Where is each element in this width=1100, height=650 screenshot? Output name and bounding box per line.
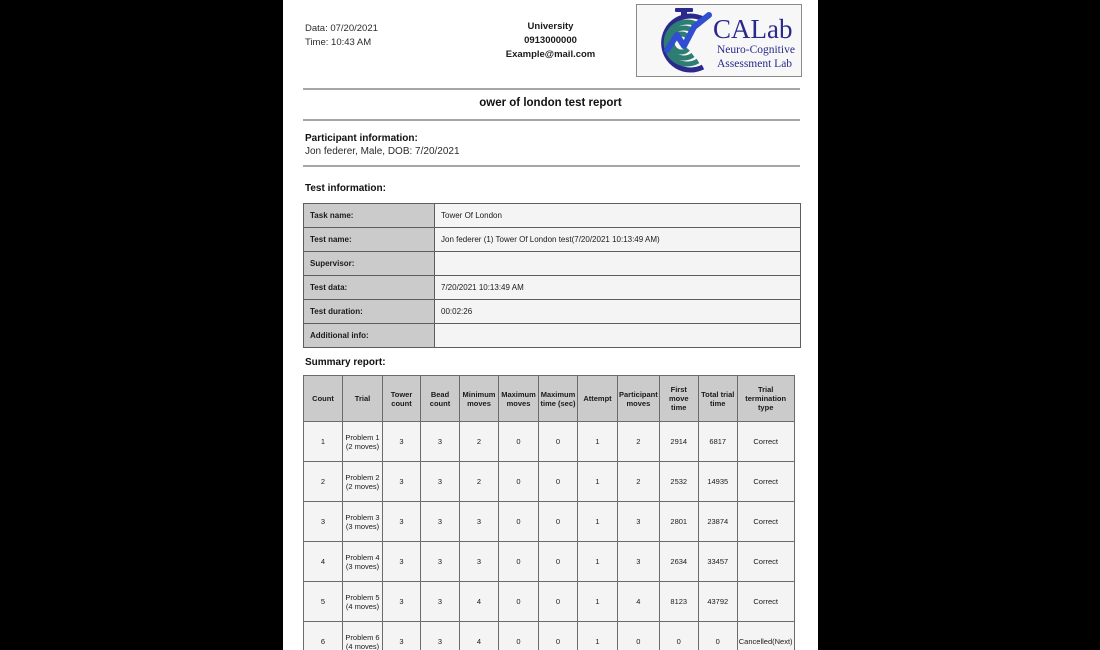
column-header-maximum-time: Maximum time (sec) xyxy=(539,376,578,422)
logo-subtitle-line1: Neuro-Cognitive xyxy=(717,44,795,56)
cell-maximum-time: 0 xyxy=(539,502,578,542)
report-date: Data: 07/20/2021 xyxy=(305,23,378,34)
cell-participant-moves: 4 xyxy=(618,582,660,622)
cell-maximum-time: 0 xyxy=(539,582,578,622)
cell-count: 2 xyxy=(304,462,343,502)
cell-total-trial-time: 33457 xyxy=(698,542,737,582)
cell-tower-count: 3 xyxy=(383,542,421,582)
table-row xyxy=(304,422,795,462)
column-header-count: Count xyxy=(304,376,343,422)
cell-trial: Problem 3 (3 moves) xyxy=(343,502,383,542)
cell-total-trial-time: 14935 xyxy=(698,462,737,502)
test-info-value: Jon federer (1) Tower Of London test(7/20/2021 10:13:49 AM) xyxy=(435,228,801,252)
column-header-total-trial-time: Total trial time xyxy=(698,376,737,422)
cell-total-trial-time: 43792 xyxy=(698,582,737,622)
test-info-label: Test name: xyxy=(304,228,435,252)
cell-trial-termination-type: Correct xyxy=(737,422,794,462)
cell-first-move-time: 2801 xyxy=(659,502,698,542)
calab-logo-svg xyxy=(637,5,801,76)
table-row xyxy=(304,582,795,622)
cell-count: 1 xyxy=(304,422,343,462)
summary-report-label: Summary report: xyxy=(305,357,386,368)
cell-participant-moves: 2 xyxy=(618,462,660,502)
column-header-bead-count: Bead count xyxy=(421,376,460,422)
participant-details: Jon federer, Male, DOB: 7/20/2021 xyxy=(305,146,460,157)
table-row xyxy=(304,228,801,252)
column-header-tower-count: Tower count xyxy=(383,376,421,422)
summary-report-table xyxy=(303,375,795,650)
cell-tower-count: 3 xyxy=(383,422,421,462)
logo-subtitle-line2: Assessment Lab xyxy=(717,58,793,70)
cell-minimum-moves: 3 xyxy=(460,502,499,542)
cell-count: 3 xyxy=(304,502,343,542)
test-info-value: Tower Of London xyxy=(435,204,801,228)
cell-trial-termination-type: Correct xyxy=(737,462,794,502)
cell-bead-count: 3 xyxy=(421,582,460,622)
cell-count: 4 xyxy=(304,542,343,582)
cell-attempt: 1 xyxy=(578,622,618,650)
cell-bead-count: 3 xyxy=(421,542,460,582)
cell-minimum-moves: 4 xyxy=(460,622,499,650)
cell-total-trial-time: 6817 xyxy=(698,422,737,462)
cell-count: 5 xyxy=(304,582,343,622)
cell-attempt: 1 xyxy=(578,422,618,462)
cell-trial: Problem 5 (4 moves) xyxy=(343,582,383,622)
cell-participant-moves: 3 xyxy=(618,502,660,542)
report-time: Time: 10:43 AM xyxy=(305,36,372,48)
cell-minimum-moves: 2 xyxy=(460,422,499,462)
page-title: ower of london test report xyxy=(479,97,622,109)
test-info-label: Additional info: xyxy=(304,324,435,348)
table-row xyxy=(304,542,795,582)
test-info-value: 00:02:26 xyxy=(435,300,801,324)
cell-first-move-time: 8123 xyxy=(659,582,698,622)
table-row xyxy=(304,324,801,348)
cell-first-move-time: 2914 xyxy=(659,422,698,462)
table-row xyxy=(304,204,801,228)
calab-logo xyxy=(636,4,802,77)
participant-rule xyxy=(303,165,800,167)
cell-maximum-moves: 0 xyxy=(499,462,539,502)
cell-trial-termination-type: Correct xyxy=(737,502,794,542)
cell-count: 6 xyxy=(304,622,343,650)
cell-attempt: 1 xyxy=(578,542,618,582)
cell-bead-count: 3 xyxy=(421,622,460,650)
cell-maximum-time: 0 xyxy=(539,542,578,582)
organization-phone: 0913000000 xyxy=(524,35,577,46)
column-header-attempt: Attempt xyxy=(578,376,618,422)
cell-first-move-time: 0 xyxy=(659,622,698,650)
test-info-label: Task name: xyxy=(304,204,435,228)
cell-tower-count: 3 xyxy=(383,622,421,650)
logo-wordmark: CALab xyxy=(713,14,793,44)
column-header-maximum-moves: Maximum moves xyxy=(499,376,539,422)
test-information-body xyxy=(304,204,801,348)
test-info-label: Test duration: xyxy=(304,300,435,324)
cell-trial: Problem 1 (2 moves) xyxy=(343,422,383,462)
table-row xyxy=(304,622,795,650)
cell-bead-count: 3 xyxy=(421,462,460,502)
organization-email: Example@mail.com xyxy=(505,49,596,60)
table-row xyxy=(304,276,801,300)
cell-tower-count: 3 xyxy=(383,462,421,502)
table-row xyxy=(304,502,795,542)
cell-maximum-time: 0 xyxy=(539,462,578,502)
organization-name: University xyxy=(527,21,574,32)
title-rule-top xyxy=(303,88,800,90)
cell-attempt: 1 xyxy=(578,582,618,622)
cell-bead-count: 3 xyxy=(421,502,460,542)
cell-maximum-moves: 0 xyxy=(499,502,539,542)
cell-attempt: 1 xyxy=(578,462,618,502)
report-page xyxy=(283,0,818,650)
summary-report-body xyxy=(304,422,795,650)
test-information-table xyxy=(303,203,801,348)
summary-report-head xyxy=(304,376,795,422)
cell-trial: Problem 4 (3 moves) xyxy=(343,542,383,582)
cell-minimum-moves: 2 xyxy=(460,462,499,502)
cell-tower-count: 3 xyxy=(383,502,421,542)
cell-trial: Problem 6 (4 moves) xyxy=(343,622,383,650)
test-info-label: Test data: xyxy=(304,276,435,300)
cell-maximum-moves: 0 xyxy=(499,422,539,462)
column-header-participant-moves: Participant moves xyxy=(618,376,660,422)
cell-maximum-time: 0 xyxy=(539,422,578,462)
cell-total-trial-time: 23874 xyxy=(698,502,737,542)
cell-trial-termination-type: Correct xyxy=(737,582,794,622)
cell-minimum-moves: 3 xyxy=(460,542,499,582)
test-info-value: 7/20/2021 10:13:49 AM xyxy=(435,276,801,300)
cell-maximum-moves: 0 xyxy=(499,582,539,622)
column-header-first-move-time: First move time xyxy=(659,376,698,422)
column-header-minimum-moves: Minimum moves xyxy=(460,376,499,422)
cell-maximum-time: 0 xyxy=(539,622,578,650)
cell-tower-count: 3 xyxy=(383,582,421,622)
cell-participant-moves: 3 xyxy=(618,542,660,582)
table-row xyxy=(304,300,801,324)
cell-trial: Problem 2 (2 moves) xyxy=(343,462,383,502)
report-header xyxy=(283,0,818,84)
cell-participant-moves: 2 xyxy=(618,422,660,462)
table-row xyxy=(304,462,795,502)
test-info-value xyxy=(435,324,801,348)
title-rule-bottom xyxy=(303,119,800,121)
cell-attempt: 1 xyxy=(578,502,618,542)
cell-trial-termination-type: Cancelled(Next) xyxy=(737,622,794,650)
test-info-label: Supervisor: xyxy=(304,252,435,276)
cell-maximum-moves: 0 xyxy=(499,622,539,650)
cell-minimum-moves: 4 xyxy=(460,582,499,622)
column-header-trial-termination-type: Trial termination type xyxy=(737,376,794,422)
table-header-row xyxy=(304,376,795,422)
test-information-label: Test information: xyxy=(305,183,386,194)
cell-trial-termination-type: Correct xyxy=(737,542,794,582)
cell-participant-moves: 0 xyxy=(618,622,660,650)
cell-first-move-time: 2532 xyxy=(659,462,698,502)
cell-maximum-moves: 0 xyxy=(499,542,539,582)
participant-information-label: Participant information: xyxy=(305,133,418,144)
table-row xyxy=(304,252,801,276)
column-header-trial: Trial xyxy=(343,376,383,422)
cell-first-move-time: 2634 xyxy=(659,542,698,582)
test-info-value xyxy=(435,252,801,276)
cell-bead-count: 3 xyxy=(421,422,460,462)
cell-total-trial-time: 0 xyxy=(698,622,737,650)
